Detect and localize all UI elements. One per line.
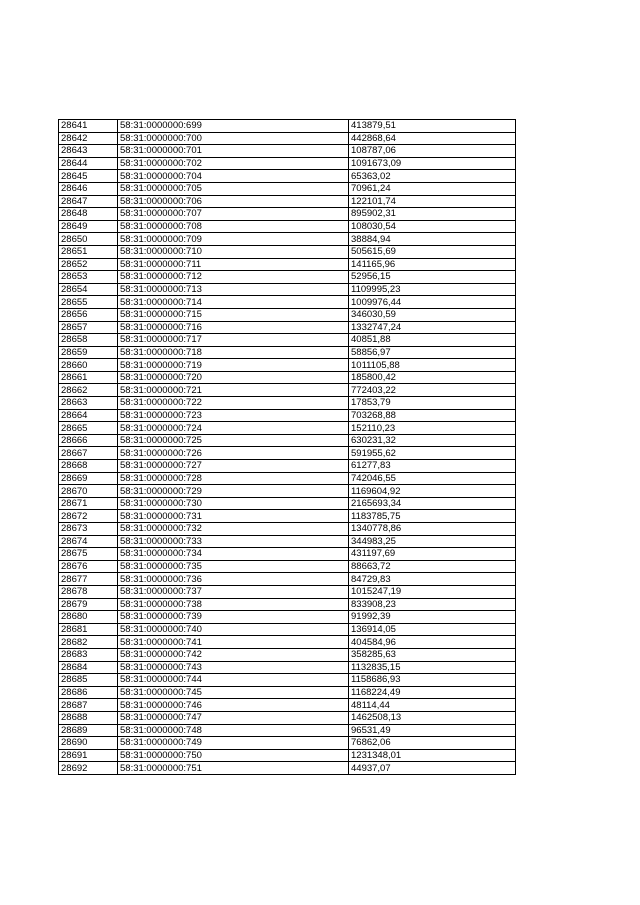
value-cell: 108787,06 — [349, 145, 516, 158]
row-number-cell: 28656 — [59, 308, 118, 321]
row-number-cell: 28690 — [59, 737, 118, 750]
value-cell: 1009976,44 — [349, 296, 516, 309]
value-cell: 1011105,88 — [349, 359, 516, 372]
value-cell: 1109995,23 — [349, 283, 516, 296]
cadastral-number-cell: 58:31:0000000:737 — [118, 585, 349, 598]
value-cell: 1091673,09 — [349, 157, 516, 170]
value-cell: 1231348,01 — [349, 749, 516, 762]
table-row — [59, 308, 516, 321]
cadastral-number-cell: 58:31:0000000:714 — [118, 296, 349, 309]
value-cell: 1332747,24 — [349, 321, 516, 334]
value-cell: 344983,25 — [349, 535, 516, 548]
cadastral-number-cell: 58:31:0000000:726 — [118, 447, 349, 460]
row-number-cell: 28648 — [59, 208, 118, 221]
value-cell: 141165,96 — [349, 258, 516, 271]
cadastral-number-cell: 58:31:0000000:716 — [118, 321, 349, 334]
value-cell: 1462508,13 — [349, 711, 516, 724]
row-number-cell: 28684 — [59, 661, 118, 674]
cadastral-number-cell: 58:31:0000000:736 — [118, 573, 349, 586]
value-cell: 346030,59 — [349, 308, 516, 321]
value-cell: 152110,23 — [349, 422, 516, 435]
table-row — [59, 699, 516, 712]
value-cell: 65363,02 — [349, 170, 516, 183]
value-cell: 70961,24 — [349, 182, 516, 195]
row-number-cell: 28679 — [59, 598, 118, 611]
cadastral-number-cell: 58:31:0000000:700 — [118, 132, 349, 145]
row-number-cell: 28653 — [59, 271, 118, 284]
row-number-cell: 28673 — [59, 523, 118, 536]
cadastral-number-cell: 58:31:0000000:728 — [118, 472, 349, 485]
cadastral-number-cell: 58:31:0000000:712 — [118, 271, 349, 284]
value-cell: 442868,64 — [349, 132, 516, 145]
table-row — [59, 120, 516, 133]
value-cell: 1169604,92 — [349, 485, 516, 498]
table-row — [59, 497, 516, 510]
row-number-cell: 28678 — [59, 585, 118, 598]
row-number-cell: 28645 — [59, 170, 118, 183]
cadastral-number-cell: 58:31:0000000:704 — [118, 170, 349, 183]
value-cell: 431197,69 — [349, 548, 516, 561]
cadastral-number-cell: 58:31:0000000:740 — [118, 623, 349, 636]
table-row — [59, 510, 516, 523]
cadastral-number-cell: 58:31:0000000:701 — [118, 145, 349, 158]
table-row — [59, 447, 516, 460]
table-row — [59, 535, 516, 548]
table-row — [59, 296, 516, 309]
value-cell: 2165693,34 — [349, 497, 516, 510]
row-number-cell: 28664 — [59, 409, 118, 422]
row-number-cell: 28672 — [59, 510, 118, 523]
table-row — [59, 258, 516, 271]
cadastral-number-cell: 58:31:0000000:717 — [118, 334, 349, 347]
table-row — [59, 321, 516, 334]
cadastral-number-cell: 58:31:0000000:727 — [118, 460, 349, 473]
value-cell: 1158686,93 — [349, 674, 516, 687]
cadastral-number-cell: 58:31:0000000:733 — [118, 535, 349, 548]
value-cell: 122101,74 — [349, 195, 516, 208]
cadastral-value-table — [58, 119, 516, 775]
cadastral-number-cell: 58:31:0000000:744 — [118, 674, 349, 687]
table-row — [59, 523, 516, 536]
cadastral-number-cell: 58:31:0000000:739 — [118, 611, 349, 624]
cadastral-number-cell: 58:31:0000000:743 — [118, 661, 349, 674]
table-row — [59, 460, 516, 473]
table-row — [59, 686, 516, 699]
row-number-cell: 28655 — [59, 296, 118, 309]
table-row — [59, 762, 516, 775]
table-row — [59, 208, 516, 221]
table-row — [59, 472, 516, 485]
value-cell: 630231,32 — [349, 434, 516, 447]
cadastral-number-cell: 58:31:0000000:735 — [118, 560, 349, 573]
cadastral-number-cell: 58:31:0000000:710 — [118, 245, 349, 258]
cadastral-number-cell: 58:31:0000000:699 — [118, 120, 349, 133]
row-number-cell: 28688 — [59, 711, 118, 724]
row-number-cell: 28669 — [59, 472, 118, 485]
value-cell: 1015247,19 — [349, 585, 516, 598]
cadastral-number-cell: 58:31:0000000:738 — [118, 598, 349, 611]
row-number-cell: 28641 — [59, 120, 118, 133]
row-number-cell: 28667 — [59, 447, 118, 460]
value-cell: 40851,88 — [349, 334, 516, 347]
cadastral-number-cell: 58:31:0000000:732 — [118, 523, 349, 536]
table-row — [59, 384, 516, 397]
data-sheet — [58, 119, 515, 775]
value-cell: 358285,63 — [349, 648, 516, 661]
table-row — [59, 749, 516, 762]
value-cell: 772403,22 — [349, 384, 516, 397]
row-number-cell: 28689 — [59, 724, 118, 737]
row-number-cell: 28650 — [59, 233, 118, 246]
value-cell: 17853,79 — [349, 397, 516, 410]
cadastral-number-cell: 58:31:0000000:708 — [118, 220, 349, 233]
cadastral-number-cell: 58:31:0000000:720 — [118, 371, 349, 384]
table-row — [59, 548, 516, 561]
cadastral-number-cell: 58:31:0000000:723 — [118, 409, 349, 422]
row-number-cell: 28665 — [59, 422, 118, 435]
table-row — [59, 560, 516, 573]
value-cell: 742046,55 — [349, 472, 516, 485]
cadastral-number-cell: 58:31:0000000:719 — [118, 359, 349, 372]
table-row — [59, 661, 516, 674]
cadastral-number-cell: 58:31:0000000:729 — [118, 485, 349, 498]
cadastral-number-cell: 58:31:0000000:707 — [118, 208, 349, 221]
cadastral-number-cell: 58:31:0000000:705 — [118, 182, 349, 195]
table-row — [59, 397, 516, 410]
cadastral-number-cell: 58:31:0000000:713 — [118, 283, 349, 296]
table-row — [59, 220, 516, 233]
value-cell: 44937,07 — [349, 762, 516, 775]
row-number-cell: 28681 — [59, 623, 118, 636]
row-number-cell: 28647 — [59, 195, 118, 208]
row-number-cell: 28686 — [59, 686, 118, 699]
value-cell: 136914,05 — [349, 623, 516, 636]
cadastral-number-cell: 58:31:0000000:711 — [118, 258, 349, 271]
row-number-cell: 28682 — [59, 636, 118, 649]
cadastral-number-cell: 58:31:0000000:741 — [118, 636, 349, 649]
table-row — [59, 422, 516, 435]
table-row — [59, 409, 516, 422]
table-row — [59, 283, 516, 296]
row-number-cell: 28691 — [59, 749, 118, 762]
row-number-cell: 28666 — [59, 434, 118, 447]
table-row — [59, 611, 516, 624]
value-cell: 1132835,15 — [349, 661, 516, 674]
row-number-cell: 28662 — [59, 384, 118, 397]
cadastral-number-cell: 58:31:0000000:702 — [118, 157, 349, 170]
table-row — [59, 485, 516, 498]
value-cell: 185800,42 — [349, 371, 516, 384]
value-cell: 895902,31 — [349, 208, 516, 221]
table-row — [59, 346, 516, 359]
value-cell: 413879,51 — [349, 120, 516, 133]
value-cell: 833908,23 — [349, 598, 516, 611]
table-row — [59, 132, 516, 145]
table-row — [59, 737, 516, 750]
cadastral-number-cell: 58:31:0000000:742 — [118, 648, 349, 661]
row-number-cell: 28670 — [59, 485, 118, 498]
table-row — [59, 573, 516, 586]
cadastral-number-cell: 58:31:0000000:734 — [118, 548, 349, 561]
row-number-cell: 28658 — [59, 334, 118, 347]
cadastral-number-cell: 58:31:0000000:745 — [118, 686, 349, 699]
row-number-cell: 28663 — [59, 397, 118, 410]
value-cell: 505615,69 — [349, 245, 516, 258]
table-row — [59, 711, 516, 724]
value-cell: 96531,49 — [349, 724, 516, 737]
row-number-cell: 28668 — [59, 460, 118, 473]
value-cell: 61277,83 — [349, 460, 516, 473]
value-cell: 591955,62 — [349, 447, 516, 460]
cadastral-number-cell: 58:31:0000000:715 — [118, 308, 349, 321]
value-cell: 108030,54 — [349, 220, 516, 233]
cadastral-number-cell: 58:31:0000000:746 — [118, 699, 349, 712]
cadastral-number-cell: 58:31:0000000:718 — [118, 346, 349, 359]
cadastral-number-cell: 58:31:0000000:724 — [118, 422, 349, 435]
row-number-cell: 28680 — [59, 611, 118, 624]
table-row — [59, 636, 516, 649]
cadastral-number-cell: 58:31:0000000:750 — [118, 749, 349, 762]
cadastral-number-cell: 58:31:0000000:749 — [118, 737, 349, 750]
value-cell: 88663,72 — [349, 560, 516, 573]
value-cell: 76862,06 — [349, 737, 516, 750]
table-row — [59, 371, 516, 384]
cadastral-number-cell: 58:31:0000000:751 — [118, 762, 349, 775]
table-row — [59, 648, 516, 661]
value-cell: 38884,94 — [349, 233, 516, 246]
cadastral-number-cell: 58:31:0000000:709 — [118, 233, 349, 246]
value-cell: 91992,39 — [349, 611, 516, 624]
table-row — [59, 233, 516, 246]
row-number-cell: 28660 — [59, 359, 118, 372]
row-number-cell: 28649 — [59, 220, 118, 233]
table-row — [59, 359, 516, 372]
table-row — [59, 157, 516, 170]
row-number-cell: 28692 — [59, 762, 118, 775]
row-number-cell: 28687 — [59, 699, 118, 712]
row-number-cell: 28652 — [59, 258, 118, 271]
row-number-cell: 28646 — [59, 182, 118, 195]
table-row — [59, 145, 516, 158]
row-number-cell: 28674 — [59, 535, 118, 548]
row-number-cell: 28661 — [59, 371, 118, 384]
cadastral-number-cell: 58:31:0000000:731 — [118, 510, 349, 523]
value-cell: 84729,83 — [349, 573, 516, 586]
cadastral-number-cell: 58:31:0000000:730 — [118, 497, 349, 510]
cadastral-number-cell: 58:31:0000000:721 — [118, 384, 349, 397]
table-row — [59, 170, 516, 183]
table-row — [59, 434, 516, 447]
row-number-cell: 28685 — [59, 674, 118, 687]
value-cell: 1340778,86 — [349, 523, 516, 536]
table-body — [59, 120, 516, 775]
row-number-cell: 28642 — [59, 132, 118, 145]
cadastral-number-cell: 58:31:0000000:722 — [118, 397, 349, 410]
table-row — [59, 271, 516, 284]
row-number-cell: 28654 — [59, 283, 118, 296]
row-number-cell: 28675 — [59, 548, 118, 561]
table-row — [59, 623, 516, 636]
value-cell: 58856,97 — [349, 346, 516, 359]
value-cell: 703268,88 — [349, 409, 516, 422]
value-cell: 404584,96 — [349, 636, 516, 649]
value-cell: 52956,15 — [349, 271, 516, 284]
cadastral-number-cell: 58:31:0000000:747 — [118, 711, 349, 724]
table-row — [59, 674, 516, 687]
table-row — [59, 598, 516, 611]
value-cell: 48114,44 — [349, 699, 516, 712]
row-number-cell: 28657 — [59, 321, 118, 334]
cadastral-number-cell: 58:31:0000000:725 — [118, 434, 349, 447]
table-row — [59, 585, 516, 598]
value-cell: 1168224,49 — [349, 686, 516, 699]
row-number-cell: 28677 — [59, 573, 118, 586]
table-row — [59, 195, 516, 208]
row-number-cell: 28644 — [59, 157, 118, 170]
table-row — [59, 334, 516, 347]
row-number-cell: 28676 — [59, 560, 118, 573]
cadastral-number-cell: 58:31:0000000:706 — [118, 195, 349, 208]
row-number-cell: 28683 — [59, 648, 118, 661]
value-cell: 1183785,75 — [349, 510, 516, 523]
row-number-cell: 28643 — [59, 145, 118, 158]
row-number-cell: 28659 — [59, 346, 118, 359]
row-number-cell: 28651 — [59, 245, 118, 258]
row-number-cell: 28671 — [59, 497, 118, 510]
table-row — [59, 245, 516, 258]
cadastral-number-cell: 58:31:0000000:748 — [118, 724, 349, 737]
table-row — [59, 182, 516, 195]
table-row — [59, 724, 516, 737]
